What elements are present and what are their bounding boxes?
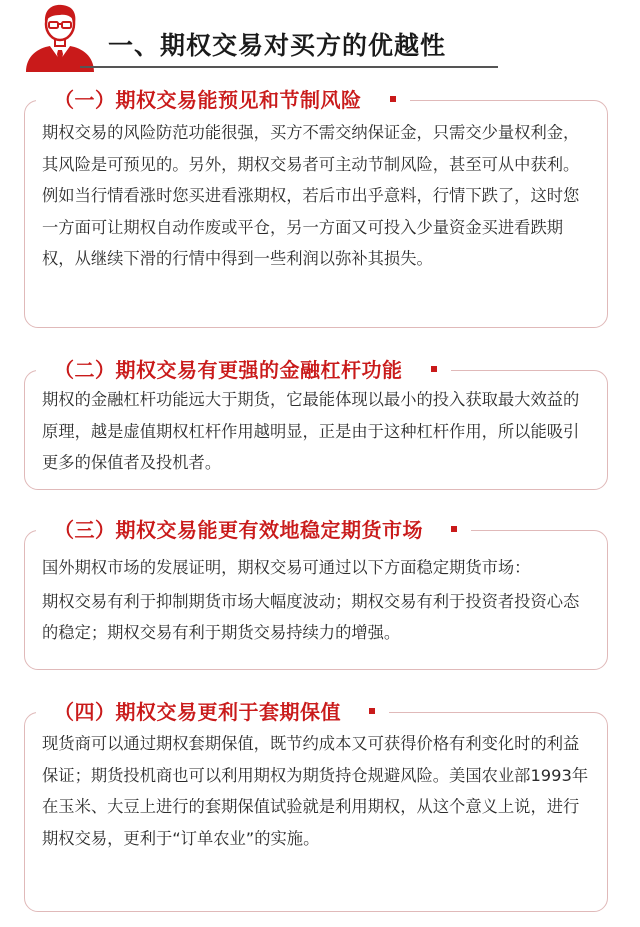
section-heading: （二）期权交易有更强的金融杠杆功能: [36, 356, 451, 384]
section-body: [42, 384, 594, 479]
section-body: [42, 117, 594, 275]
section-body: [42, 728, 594, 854]
section-heading: （四）期权交易更利于套期保值: [36, 698, 389, 726]
paragraph: 期权的金融杠杆功能远大于期货，它最能体现以最小的投入获取最大效益的原理，越是虚值期权杠杆作用越明显，正是由于这种杠杆作用，所以能吸引更多的保值者及投机者。: [42, 390, 580, 472]
paragraph: 国外期权市场的发展证明，期权交易可通过以下方面稳定期货市场：: [42, 558, 531, 577]
section-heading: （一）期权交易能预见和节制风险: [36, 86, 410, 114]
businessman-avatar-icon: [22, 2, 98, 72]
bullet-marker-icon: [369, 708, 375, 714]
bullet-marker-icon: [431, 366, 437, 372]
bullet-marker-icon: [390, 96, 396, 102]
title-underline: [80, 66, 498, 68]
header: [0, 0, 640, 85]
paragraph: 现货商可以通过期权套期保值，既节约成本又可获得价格有利变化时的利益保证；期货投机商也可以利用期权为期货持仓规避风险。美国农业部1993年在玉米、大豆上进行的套期保值试验就是利用期权，从这个意义上说，进行期权交易，更利于“订单农业”的实施。: [42, 734, 589, 848]
section-body: [42, 552, 594, 649]
paragraph: 期权交易有利于抑制期货市场大幅度波动；期权交易有利于投资者投资心态的稳定；期权交易有利于期货交易持续力的增强。: [42, 591, 580, 642]
section-heading: （三）期权交易能更有效地稳定期货市场: [36, 516, 471, 544]
bullet-marker-icon: [451, 526, 457, 532]
paragraph: 期权交易的风险防范功能很强，买方不需交纳保证金，只需交少量权利金，其风险是可预见的。另外，期权交易者可主动节制风险，甚至可从中获利。例如当行情看涨时您买进看涨期权，若后市出乎意料，行情下跌了，这时您一方面可让期权自动作废或平仓，另一方面又可投入少量资金买进看跌期权，从继续下滑的行情中得到一些利润以弥补其损失。: [42, 123, 580, 268]
page-title: 一、期权交易对买方的优越性: [108, 31, 447, 60]
